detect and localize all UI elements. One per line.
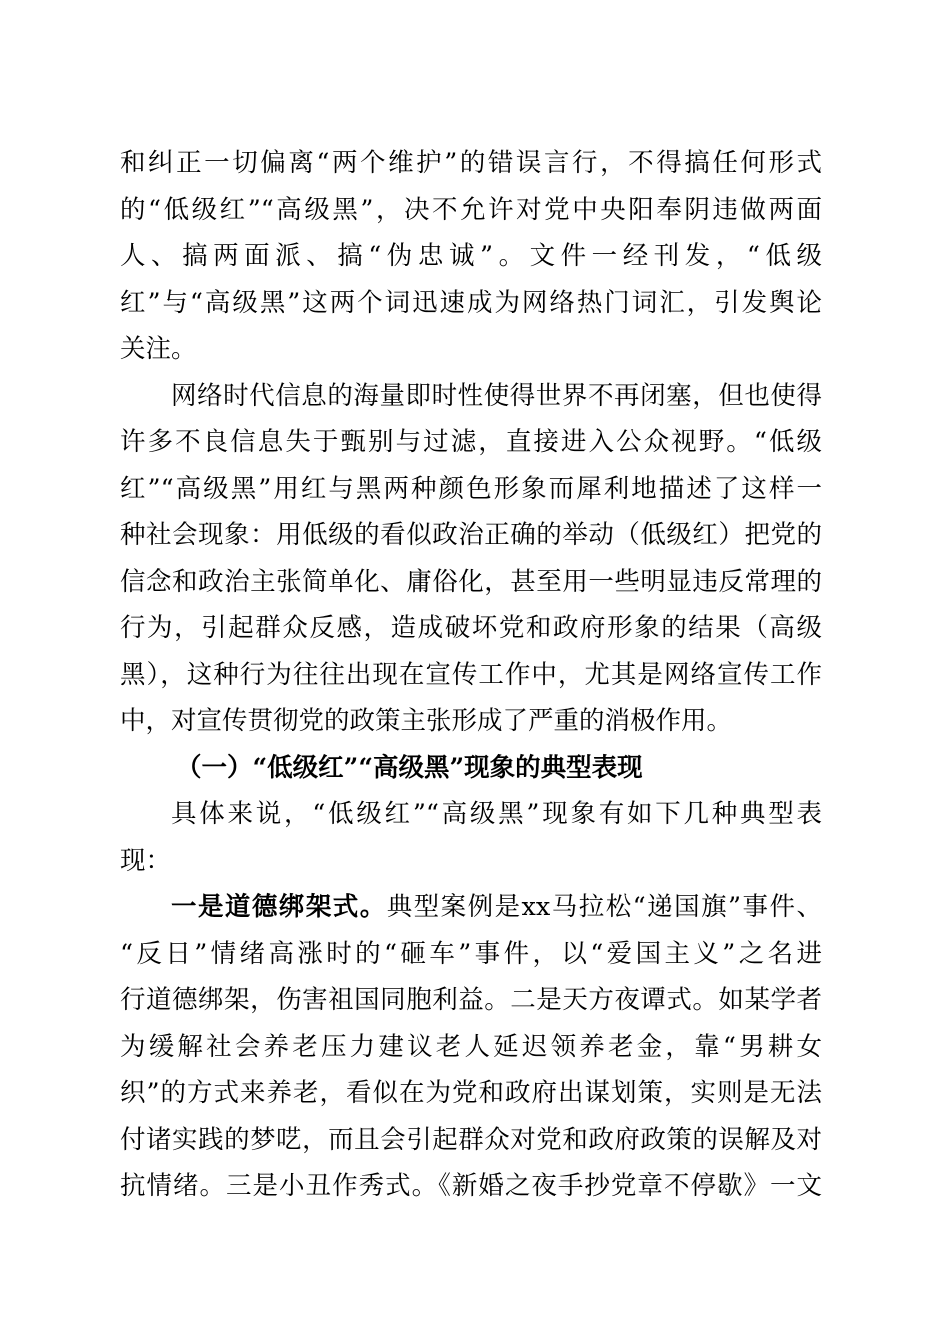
text-line: 为缓解社会养老压力建议老人延迟领养老金，靠“男耕女: [120, 1031, 822, 1062]
text-line: 人、搞两面派、搞“伪忠诚”。文件一经刊发，“低级: [120, 241, 822, 271]
text-line: 行为，引起群众反感，造成破坏党和政府形象的结果（高级: [120, 613, 822, 643]
text-line: 红”与“高级黑”这两个词迅速成为网络热门词汇，引发舆论: [120, 287, 822, 318]
bold-lead-phrase: 一是道德绑架式。: [171, 892, 387, 922]
text-line: 抗情绪。三是小丑作秀式。《新婚之夜手抄党章不停歇》一文: [120, 1171, 822, 1201]
text-line: 现：: [120, 845, 172, 876]
text-line-rest: 典型案例是xx马拉松“递国旗”事件、: [386, 892, 822, 922]
text-line: 许多不良信息失于甄别与过滤，直接进入公众视野。“低级: [120, 427, 822, 457]
text-line: 网络时代信息的海量即时性使得世界不再闭塞，但也使得: [171, 380, 822, 411]
text-line: 种社会现象：用低级的看似政治正确的举动（低级红）把党的: [120, 520, 822, 550]
text-line: 具体来说，“低级红”“高级黑”现象有如下几种典型表: [171, 799, 822, 829]
section-heading: （一）“低级红”“高级黑”现象的典型表现: [176, 752, 643, 783]
text-line: 黑），这种行为往往出现在宣传工作中，尤其是网络宣传工作: [120, 659, 822, 690]
body-text: [120, 140, 822, 1210]
text-line: 中，对宣传贯彻党的政策主张形成了严重的消极作用。: [120, 706, 733, 736]
text-line: 关注。: [120, 334, 197, 364]
text-line: 和纠正一切偏离“两个维护”的错误言行，不得搞任何形式: [120, 148, 822, 178]
text-line: “反日”情绪高涨时的“砸车”事件，以“爱国主义”之名进: [120, 938, 822, 969]
text-line: 的“低级红”“高级黑”，决不允许对党中央阳奉阴违做两面: [120, 194, 822, 225]
text-line: [120, 884, 822, 931]
text-line: 红”“高级黑”用红与黑两种颜色形象而犀利地描述了这样一: [120, 473, 822, 504]
text-line: 行道德绑架，伤害祖国同胞利益。二是天方夜谭式。如某学者: [120, 985, 822, 1015]
text-line: 织”的方式来养老，看似在为党和政府出谋划策，实则是无法: [120, 1078, 822, 1108]
text-line: 信念和政治主张简单化、庸俗化，甚至用一些明显违反常理的: [120, 566, 822, 597]
text-line: 付诸实践的梦呓，而且会引起群众对党和政府政策的误解及对: [120, 1124, 822, 1155]
